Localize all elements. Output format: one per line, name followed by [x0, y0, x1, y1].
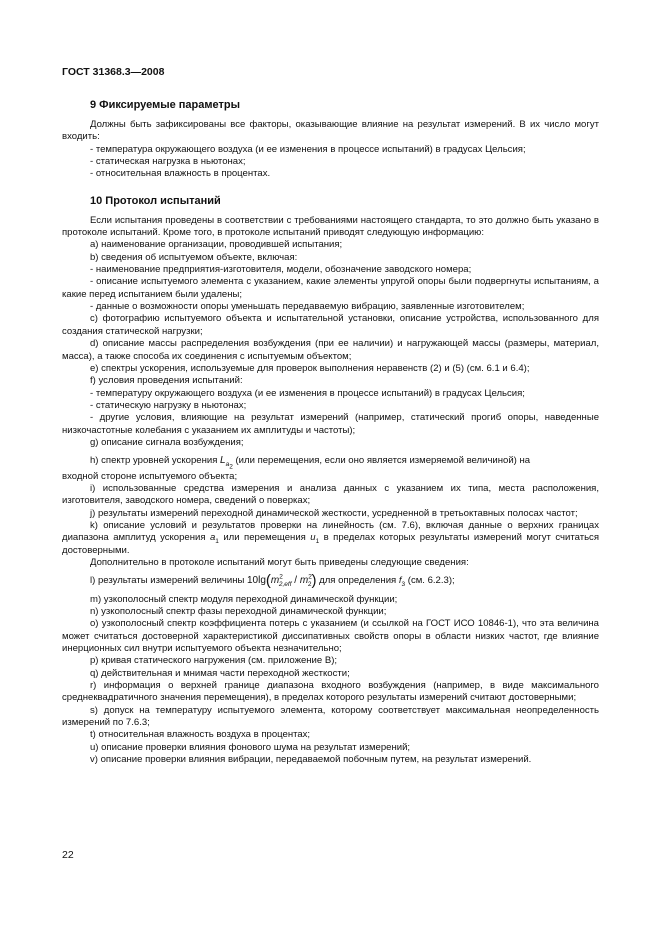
list-item: r) информация о верхней границе диапазона входного возбуждения (например, в виде максимального среднеквадратичного значения перемещения), в пределах которого результаты измерений считают достоверными;: [62, 680, 599, 704]
symbol-subsub: 2: [229, 463, 233, 471]
list-item: - другие условия, влияющие на результат измерений (например, статический прогиб опоры, наведенные низкочастотные колебания с указанием их амплитуды и частоты);: [62, 412, 599, 436]
m2-sub: 2: [307, 581, 312, 589]
f-var: f: [398, 575, 402, 587]
list-item: - относительная влажность в процентах.: [90, 168, 271, 180]
list-item: - описание испытуемого элемента с указанием, какие элементы упругой опоры были подвергнуты испытаниям, а какие перед испытанием были удалены;: [62, 276, 599, 300]
k-text-2: или перемещения: [218, 532, 311, 544]
paren-close-icon: ): [311, 572, 317, 590]
h-item-prefix: h) спектр уровней ускорения: [90, 455, 221, 467]
section-10-heading: 10 Протокол испытаний: [90, 194, 221, 207]
list-item: f) условия проведения испытаний:: [90, 375, 243, 387]
l-suffix: (см. 6.2.3);: [405, 575, 455, 587]
list-item-h-continued: входной стороне испытуемого объекта;: [62, 470, 238, 482]
var-a-sub: 1: [215, 538, 219, 546]
list-item: v) описание проверки влияния вибрации, передаваемой побочным путем, на результат измерений.: [90, 754, 532, 766]
f-sub: 3: [401, 581, 406, 589]
list-item: q) действительная и мнимая части переходной жесткости;: [90, 667, 350, 679]
m2-sup: 2: [308, 574, 312, 582]
k-text-3: в пределах которых результаты измерений могут считаться достоверными.: [62, 532, 600, 556]
list-item: i) использованные средства измерения и анализа данных с указанием их типа, места расположения, изготовителя, заводского номера, сведений о поверках;: [62, 482, 599, 507]
list-item: b) сведения об испытуемом объекте, включая:: [90, 251, 298, 263]
list-item: u) описание проверки влияния фонового шума на результат измерений;: [90, 741, 411, 753]
list-item: s) допуск на температуру испытуемого элемента, которому соответствует максимальная неопределенность измерений по 7.6.3;: [62, 704, 599, 729]
symbol-sub-a: a: [225, 461, 230, 469]
list-item: j) результаты измерений переходной динамической жесткости, усредненной в третьоктавных полосах частот;: [90, 507, 578, 519]
list-item: n) узкополосный спектр фазы переходной динамической функции;: [90, 606, 387, 618]
m-var-2: m: [299, 575, 309, 587]
list-item: e) спектры ускорения, используемые для проверок выполнения неравенств (2) и (5) (см. 6.1 и 6.4);: [90, 362, 530, 374]
paren-open-icon: (: [265, 572, 271, 590]
list-item: m) узкополосный спектр модуля переходной динамической функции;: [90, 593, 398, 605]
paragraph: Дополнительно в протоколе испытаний могут быть приведены следующие сведения:: [90, 557, 469, 568]
list-item-k: [62, 520, 599, 557]
list-item: g) описание сигнала возбуждения;: [90, 436, 244, 448]
var-u: u: [310, 532, 316, 544]
list-item: t) относительная влажность воздуха в процентах;: [90, 729, 311, 741]
list-item: - температуру окружающего воздуха (и ее изменения в процессе испытаний) в градусах Цельсия;: [90, 387, 525, 399]
var-u-sub: 1: [315, 538, 320, 546]
list-item-l: [62, 572, 599, 590]
list-item: - статическая нагрузка в ньютонах;: [90, 156, 246, 168]
document-header: ГОСТ 31368.3—2008: [62, 66, 165, 78]
list-item: - статическую нагрузку в ньютонах;: [90, 399, 247, 411]
l-prefix: l) результаты измерений величины: [90, 575, 247, 587]
m-sub-eff: 2,eff: [278, 581, 292, 589]
symbol-L: L: [220, 455, 226, 467]
list-item: d) описание массы распределения возбуждения (при ее наличии) и нагружающей массы (размеры, материал, масса), а также способа их соединения с испытуемым объектом;: [62, 338, 599, 362]
k-text-1: k) описание условий и результатов проверки на линейность (см. 7.6), включая данные о верхних границах диапазона амплитуд ускорения: [62, 519, 599, 544]
paragraph: Должны быть зафиксированы все факторы, оказывающие влияние на результат измерений. В их число могут входить:: [62, 119, 599, 143]
l-middle: для определения: [316, 575, 399, 587]
document-body: [62, 99, 599, 767]
list-item: - данные о возможности опоры уменьшать передаваемую вибрацию, заявленные изготовителем;: [90, 301, 525, 313]
list-item: p) кривая статического нагружения (см. приложение В);: [90, 655, 338, 667]
list-item: - температура окружающего воздуха (и ее изменения в процессе испытаний) в градусах Цельсия;: [90, 143, 526, 155]
list-item: o) узкополосный спектр коэффициента потерь с указанием (и ссылкой на ГОСТ ИСО 10846-1), что эта величина может считаться достоверной характеристикой диссипативных свойств опоры в области низких частот, где влияние инерционных сил внутри испытуемого объекта незначительно;: [62, 618, 599, 655]
formula-slash: /: [291, 575, 300, 587]
m-sup: 2: [279, 574, 283, 582]
list-item: a) наименование организации, проводившей испытания;: [90, 239, 343, 251]
var-a: a: [209, 532, 216, 544]
list-item: c) фотографию испытуемого объекта и испытательной установки, описание устройства, использованного для создания статической нагрузки;: [62, 313, 599, 337]
list-item-h: [62, 455, 599, 471]
page-number: 22: [62, 849, 74, 861]
section-9-heading: 9 Фиксируемые параметры: [90, 99, 240, 111]
formula-lg: 10lg: [247, 575, 266, 587]
paragraph: Если испытания проведены в соответствии с требованиями настоящего стандарта, то это должно быть указано в протоколе испытаний. Кроме того, в протоколе испытаний приводят следующую информацию:: [62, 214, 599, 239]
list-item: - наименование предприятия-изготовителя, модели, обозначение заводского номера;: [90, 264, 472, 276]
h-item-rest: (или перемещения, если оно является измеряемой величиной) на: [232, 455, 531, 467]
m-var: m: [270, 575, 280, 587]
